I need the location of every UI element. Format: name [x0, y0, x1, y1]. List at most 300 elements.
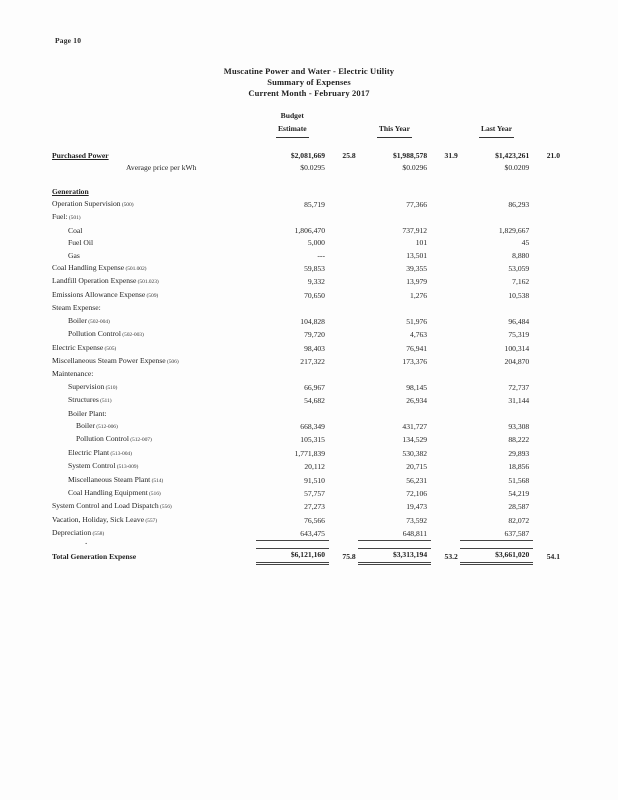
cell-percent-budget — [329, 342, 358, 355]
row-label — [52, 447, 256, 460]
cell-percent-budget — [329, 225, 358, 237]
cell-percent-this-year — [431, 302, 460, 314]
table-row — [52, 250, 562, 262]
cell-value-this-year: 13,501 — [406, 250, 428, 260]
title-line-1: Muscatine Power and Water - Electric Utility — [223, 66, 395, 76]
cell-percent-this-year — [431, 237, 460, 249]
row-label-text: System Control and Load Dispatch — [52, 501, 159, 511]
cell-value-last-year: 7,162 — [512, 277, 530, 287]
cell-value-this-year: 101 — [415, 238, 428, 248]
cell-percent-last-year — [533, 328, 562, 341]
table-row — [52, 162, 562, 174]
cell-value-last-year: 54,219 — [508, 488, 530, 498]
cell-value-this-year: 737,912 — [402, 225, 428, 235]
cell-value-this-year: 173,376 — [402, 356, 428, 366]
cell-value-budget: 79,720 — [304, 330, 325, 340]
cell-value-this-year — [358, 368, 431, 380]
table-row — [52, 289, 562, 302]
table-row — [52, 394, 562, 407]
cell-value-this-year: 77,366 — [406, 200, 428, 210]
cell-value-budget: 98,403 — [304, 343, 325, 353]
cell-value-budget: 104,828 — [300, 316, 325, 326]
row-label — [52, 225, 256, 237]
cell-percent-last-year: 54.1 — [546, 551, 560, 561]
row-label — [52, 527, 256, 540]
title-line-3: Current Month - February 2017 — [248, 88, 370, 98]
row-label — [52, 250, 256, 262]
cell-percent-budget — [329, 408, 358, 420]
cell-percent-budget — [329, 394, 358, 407]
cell-value-last-year: 82,072 — [508, 515, 530, 525]
table-row — [52, 186, 562, 198]
cell-percent-budget — [329, 198, 358, 211]
cell-percent-budget — [329, 420, 358, 433]
row-label-text: Vacation, Holiday, Sick Leave — [52, 514, 145, 524]
cell-percent-last-year — [533, 289, 562, 302]
row-label — [52, 162, 256, 174]
cell-percent-budget — [329, 460, 358, 473]
table-row — [52, 225, 562, 237]
row-label — [52, 487, 256, 500]
table-row — [52, 315, 562, 328]
row-label-text: Average price per kWh — [126, 163, 197, 173]
stray-mark: . — [85, 536, 88, 546]
cell-percent-this-year: 31.9 — [444, 150, 458, 160]
cell-percent-this-year — [431, 514, 460, 527]
account-code: (514) — [150, 477, 164, 484]
cell-percent-last-year — [533, 487, 562, 500]
cell-percent-budget — [329, 302, 358, 314]
cell-percent-this-year — [431, 460, 460, 473]
cell-value-this-year — [358, 211, 431, 224]
table-row — [52, 381, 562, 394]
row-label — [52, 237, 256, 249]
cell-value-last-year — [460, 211, 533, 224]
cell-value-last-year: 18,856 — [508, 462, 530, 472]
account-code: (512-006) — [94, 423, 118, 430]
cell-percent-last-year — [533, 342, 562, 355]
row-label-text: Pollution Control — [76, 434, 129, 444]
cell-percent-this-year — [431, 342, 460, 355]
report-title-block — [0, 66, 618, 99]
cell-percent-budget — [329, 315, 358, 328]
cell-percent-last-year — [533, 381, 562, 394]
cell-percent-this-year — [431, 211, 460, 224]
cell-value-this-year: 20,715 — [406, 462, 428, 472]
cell-percent-budget — [329, 487, 358, 500]
table-row — [52, 275, 562, 288]
cell-value-budget: 91,510 — [304, 475, 325, 485]
header-spacer-row — [52, 139, 562, 150]
row-label — [52, 289, 256, 302]
table-row — [52, 211, 562, 224]
cell-value-last-year: $1,423,261 — [495, 150, 530, 160]
row-label — [52, 381, 256, 394]
table-body — [52, 150, 562, 563]
cell-percent-last-year — [533, 302, 562, 314]
cell-value-last-year: 637,587 — [460, 527, 533, 540]
cell-percent-last-year — [533, 500, 562, 513]
cell-value-this-year: $1,988,578 — [392, 150, 428, 160]
row-label-text: Boiler Plant: — [68, 408, 107, 418]
cell-value-last-year: $3,661,020 — [460, 549, 533, 563]
cell-value-this-year: 1,276 — [410, 290, 428, 300]
cell-percent-budget — [329, 381, 358, 394]
cell-percent-last-year — [533, 250, 562, 262]
account-code: (513-009) — [115, 464, 139, 471]
cell-percent-budget — [329, 474, 358, 487]
cell-percent-last-year — [533, 368, 562, 380]
account-code: (501.023) — [136, 279, 159, 286]
row-label-text: Coal Handling Equipment — [68, 487, 148, 497]
cell-percent-budget — [329, 262, 358, 275]
table-row — [52, 514, 562, 527]
cell-value-this-year: 4,763 — [410, 330, 428, 340]
cell-percent-this-year — [431, 162, 460, 174]
cell-percent-this-year: 53.2 — [444, 551, 458, 561]
cell-percent-this-year — [431, 328, 460, 341]
row-label-text: System Control — [68, 461, 116, 471]
cell-value-this-year: 431,727 — [402, 421, 428, 431]
account-code: (500) — [120, 202, 134, 209]
cell-value-last-year: 8,880 — [512, 250, 530, 260]
account-code: (516) — [147, 490, 161, 497]
cell-value-last-year: 1,829,667 — [498, 225, 530, 235]
cell-value-budget — [256, 302, 329, 314]
cell-percent-last-year — [533, 162, 562, 174]
col-this-year: This Year — [358, 123, 431, 138]
row-label — [52, 198, 256, 211]
cell-value-this-year: 51,976 — [406, 316, 428, 326]
row-label-text: Coal — [68, 225, 83, 235]
table-row — [52, 460, 562, 473]
cell-value-last-year: 10,538 — [508, 290, 530, 300]
cell-value-budget: 66,967 — [304, 382, 325, 392]
table-row — [52, 408, 562, 420]
table-row — [52, 474, 562, 487]
cell-percent-this-year — [431, 355, 460, 368]
cell-percent-last-year — [533, 198, 562, 211]
col-budget-estimate: Estimate — [256, 123, 329, 138]
cell-percent-this-year — [431, 420, 460, 433]
row-label-text: Pollution Control — [68, 329, 121, 339]
cell-value-this-year: 56,231 — [406, 475, 428, 485]
row-label — [52, 394, 256, 407]
cell-percent-budget — [329, 211, 358, 224]
cell-percent-last-year — [533, 408, 562, 420]
expense-summary-table — [52, 110, 562, 565]
account-code: (512-007) — [128, 437, 152, 444]
table-row — [52, 237, 562, 249]
row-label-text: Total Generation Expense — [52, 551, 137, 561]
cell-value-last-year: 204,870 — [504, 356, 530, 366]
cell-percent-this-year — [431, 408, 460, 420]
row-label-text: Steam Expense: — [52, 303, 101, 313]
table-row — [52, 368, 562, 380]
table-row — [52, 549, 562, 563]
cell-percent-last-year — [533, 237, 562, 249]
table-header — [52, 110, 562, 150]
cell-percent-budget — [329, 162, 358, 174]
cell-value-last-year — [460, 302, 533, 314]
cell-value-this-year: 19,473 — [406, 502, 428, 512]
row-label — [52, 342, 256, 355]
cell-value-budget: 1,771,839 — [294, 448, 325, 458]
row-label-text: Boiler — [68, 315, 87, 325]
row-label-text: Fuel Oil — [68, 238, 94, 248]
cell-value-budget: 1,806,470 — [294, 225, 325, 235]
cell-value-last-year — [460, 186, 533, 198]
cell-value-this-year: $3,313,194 — [358, 549, 431, 563]
cell-percent-last-year — [533, 262, 562, 275]
row-label-text: Depreciation — [52, 528, 92, 538]
cell-value-budget: $6,121,160 — [256, 549, 329, 563]
row-label-text: Operation Supervision — [52, 199, 121, 209]
table-row — [52, 527, 562, 540]
cell-percent-last-year — [533, 420, 562, 433]
cell-value-this-year: 530,382 — [402, 448, 428, 458]
row-label — [52, 186, 256, 198]
col-last-year: Last Year — [460, 123, 533, 138]
account-code: (558) — [91, 531, 105, 538]
row-label — [52, 474, 256, 487]
cell-percent-last-year — [533, 433, 562, 446]
row-label-text: Boiler — [76, 420, 95, 430]
table-row — [52, 487, 562, 500]
cell-value-this-year — [358, 408, 431, 420]
cell-percent-this-year — [431, 289, 460, 302]
row-label-text: Maintenance: — [52, 369, 94, 379]
row-label — [52, 150, 256, 162]
table-row — [52, 447, 562, 460]
row-label — [52, 408, 256, 420]
cell-percent-this-year — [431, 381, 460, 394]
cell-percent-this-year — [431, 394, 460, 407]
cell-percent-this-year — [431, 500, 460, 513]
row-label — [52, 549, 256, 563]
row-label-text: Gas — [68, 250, 80, 260]
cell-percent-budget — [329, 237, 358, 249]
cell-percent-budget — [329, 514, 358, 527]
cell-percent-last-year — [533, 211, 562, 224]
row-label — [52, 275, 256, 288]
cell-value-budget: 668,349 — [300, 421, 325, 431]
cell-value-this-year — [358, 302, 431, 314]
cell-percent-this-year — [431, 433, 460, 446]
cell-percent-last-year — [533, 460, 562, 473]
table-row — [52, 262, 562, 275]
row-label-text: Emissions Allowance Expense — [52, 289, 146, 299]
title-line-2: Summary of Expenses — [267, 77, 351, 87]
cell-percent-this-year — [431, 250, 460, 262]
cell-value-budget: 54,682 — [304, 396, 325, 406]
cell-percent-last-year — [533, 275, 562, 288]
cell-value-this-year: 13,979 — [406, 277, 428, 287]
cell-percent-last-year — [533, 315, 562, 328]
cell-percent-this-year — [431, 527, 460, 540]
account-code: (502-004) — [86, 318, 110, 325]
cell-value-last-year: 100,314 — [504, 343, 530, 353]
row-label — [52, 328, 256, 341]
cell-value-last-year: 96,484 — [508, 316, 530, 326]
cell-percent-budget — [329, 433, 358, 446]
cell-value-last-year: 53,059 — [508, 264, 530, 274]
cell-value-last-year: $0.0209 — [504, 163, 530, 173]
row-label-text: Landfill Operation Expense — [52, 276, 137, 286]
row-label-text: Supervision — [68, 381, 105, 391]
cell-percent-budget — [329, 250, 358, 262]
cell-value-this-year: 76,941 — [406, 343, 428, 353]
row-label-text: Electric Expense — [52, 342, 104, 352]
row-label — [52, 514, 256, 527]
row-label — [52, 420, 256, 433]
cell-value-budget: 85,719 — [304, 200, 325, 210]
cell-percent-this-year — [431, 315, 460, 328]
cell-percent-budget — [329, 275, 358, 288]
account-code: (557) — [144, 517, 157, 524]
cell-percent-last-year: 21.0 — [546, 150, 560, 160]
cell-value-this-year — [358, 186, 431, 198]
cell-percent-this-year — [431, 275, 460, 288]
account-code: (501.002) — [124, 266, 147, 273]
cell-value-last-year: 75,319 — [508, 330, 530, 340]
row-label — [52, 368, 256, 380]
cell-percent-last-year — [533, 394, 562, 407]
row-label-text: Purchased Power — [52, 150, 109, 160]
cell-percent-budget — [329, 527, 358, 540]
row-label-text: Miscellaneous Steam Plant — [68, 474, 151, 484]
row-label-text: Generation — [52, 186, 89, 196]
cell-percent-budget — [329, 500, 358, 513]
cell-percent-this-year — [431, 447, 460, 460]
cell-percent-last-year — [533, 355, 562, 368]
cell-percent-last-year — [533, 225, 562, 237]
cell-value-budget: $2,081,669 — [290, 150, 325, 160]
account-code: (510) — [104, 384, 118, 391]
row-label — [52, 500, 256, 513]
table-row — [52, 420, 562, 433]
cell-percent-this-year — [431, 262, 460, 275]
row-label — [52, 302, 256, 314]
table-row — [52, 328, 562, 341]
cell-value-budget: 105,315 — [300, 435, 325, 445]
row-label — [52, 315, 256, 328]
row-label — [52, 433, 256, 446]
cell-value-budget: 27,273 — [304, 502, 325, 512]
table-row — [52, 500, 562, 513]
col-budget-line1: Budget — [280, 111, 304, 120]
cell-percent-this-year — [431, 487, 460, 500]
cell-percent-budget — [329, 447, 358, 460]
cell-value-budget: --- — [317, 250, 325, 260]
cell-value-budget — [256, 186, 329, 198]
table-row — [52, 150, 562, 162]
cell-percent-last-year — [533, 447, 562, 460]
row-label — [52, 262, 256, 275]
cell-percent-budget — [329, 289, 358, 302]
cell-value-budget: 57,757 — [304, 488, 325, 498]
cell-percent-this-year — [431, 225, 460, 237]
cell-percent-budget — [329, 368, 358, 380]
cell-value-budget: 9,332 — [307, 277, 325, 287]
cell-percent-last-year — [533, 527, 562, 540]
spacer-row — [52, 179, 562, 186]
account-code: (506) — [165, 358, 179, 365]
cell-percent-budget — [329, 328, 358, 341]
cell-value-budget: 76,566 — [304, 515, 325, 525]
row-label-text: Electric Plant — [68, 447, 110, 457]
cell-percent-budget — [329, 355, 358, 368]
cell-percent-budget — [329, 186, 358, 198]
cell-value-last-year: 29,893 — [508, 448, 530, 458]
cell-percent-last-year — [533, 514, 562, 527]
table-row — [52, 433, 562, 446]
row-label — [52, 355, 256, 368]
cell-value-this-year: 39,355 — [406, 264, 428, 274]
cell-percent-this-year — [431, 198, 460, 211]
cell-value-budget: $0.0295 — [300, 163, 325, 173]
cell-value-budget: 70,650 — [304, 290, 325, 300]
cell-value-budget: 59,853 — [304, 264, 325, 274]
row-label-text: Fuel: — [52, 212, 68, 222]
cell-percent-this-year — [431, 474, 460, 487]
cell-percent-this-year — [431, 368, 460, 380]
cell-percent-this-year — [431, 186, 460, 198]
account-code: (511) — [98, 398, 112, 405]
row-label-text: Coal Handling Expense — [52, 263, 125, 273]
account-code: (509) — [145, 292, 159, 299]
cell-value-budget — [256, 211, 329, 224]
table-row — [52, 198, 562, 211]
cell-value-budget: 643,475 — [256, 527, 329, 540]
cell-percent-last-year — [533, 186, 562, 198]
cell-value-last-year: 93,308 — [508, 421, 530, 431]
account-code: (502-003) — [120, 332, 144, 339]
table-row — [52, 302, 562, 314]
cell-value-budget: 20,112 — [304, 462, 325, 472]
spacer-row — [52, 541, 562, 549]
account-code: (501) — [67, 215, 81, 222]
cell-value-this-year: $0.0296 — [402, 163, 428, 173]
cell-value-last-year: 88,222 — [508, 435, 530, 445]
cell-value-last-year: 72,737 — [508, 382, 530, 392]
cell-value-last-year: 31,144 — [508, 396, 530, 406]
cell-value-last-year: 45 — [521, 238, 530, 248]
cell-value-last-year: 28,587 — [508, 502, 530, 512]
cell-value-this-year: 134,529 — [402, 435, 428, 445]
account-code: (513-004) — [109, 450, 132, 457]
cell-value-this-year: 73,592 — [406, 515, 428, 525]
column-header-row-1 — [52, 110, 562, 123]
row-label — [52, 460, 256, 473]
row-label — [52, 211, 256, 224]
cell-percent-budget: 75.8 — [342, 551, 356, 561]
cell-percent-budget: 25.8 — [342, 150, 356, 160]
row-label-text: Structures — [68, 395, 99, 405]
table-row — [52, 342, 562, 355]
cell-value-this-year: 648,811 — [358, 527, 431, 540]
account-code: (556) — [158, 504, 172, 511]
cell-value-last-year — [460, 368, 533, 380]
cell-value-last-year — [460, 408, 533, 420]
cell-value-this-year: 98,145 — [406, 382, 428, 392]
column-header-row-2 — [52, 123, 562, 138]
cell-value-budget — [256, 408, 329, 420]
page-number: Page 10 — [55, 36, 82, 45]
cell-value-last-year: 51,568 — [508, 475, 530, 485]
cell-value-last-year: 86,293 — [508, 200, 530, 210]
account-code: (505) — [103, 345, 117, 352]
